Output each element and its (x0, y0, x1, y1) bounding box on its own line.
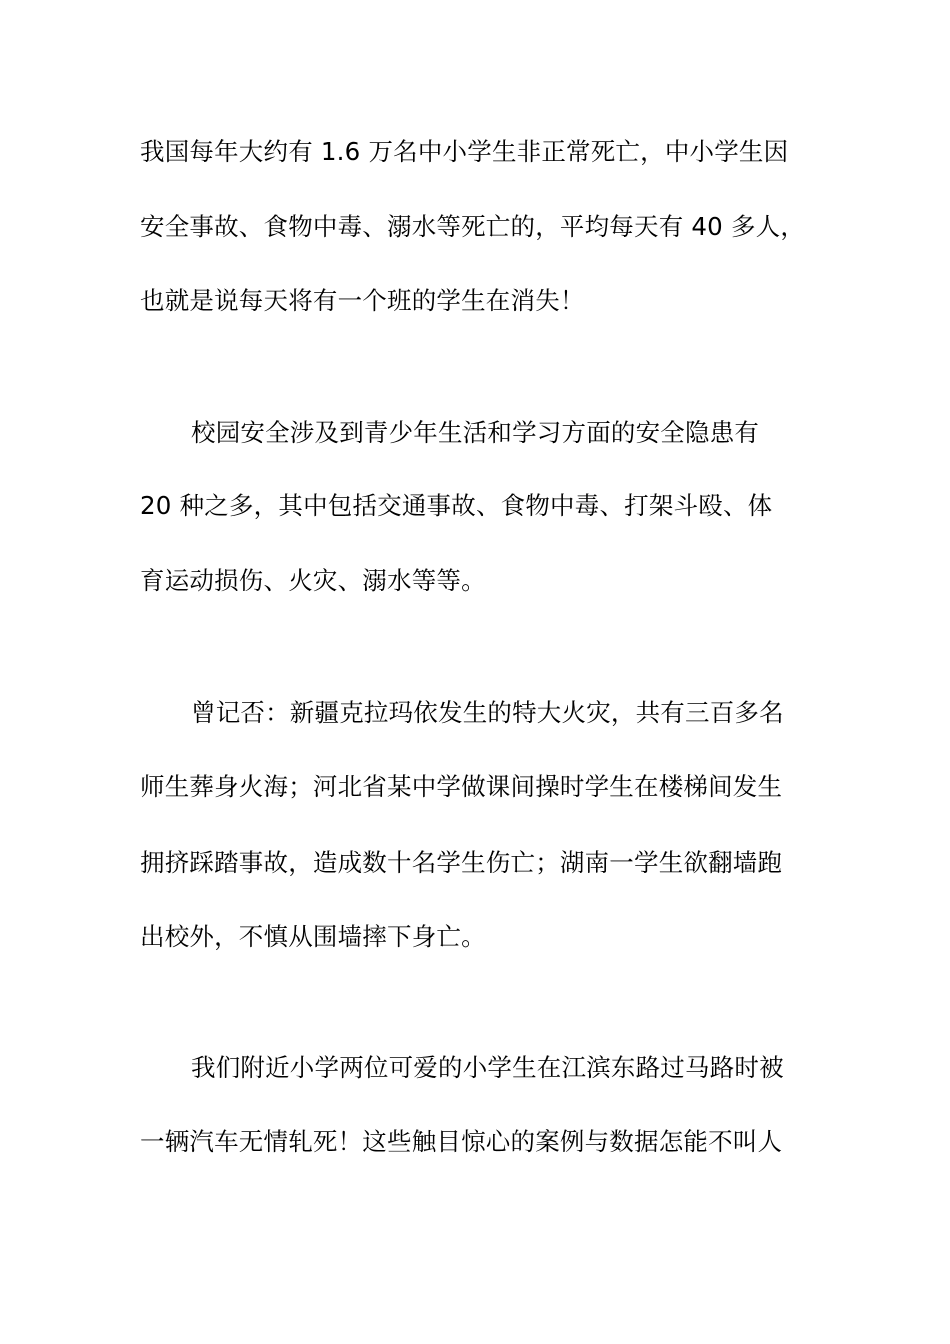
paragraph-2-line-1: 校园安全涉及到青少年生活和学习方面的安全隐患有 (191, 418, 760, 447)
paragraph-2-line-2: 20 种之多，其中包括交通事故、食物中毒、打架斗殴、体 (140, 491, 773, 520)
paragraph-3-line-3: 拥挤踩踏事故，造成数十名学生伤亡；湖南一学生欲翻墙跑 (140, 848, 783, 877)
paragraph-4-line-1: 我们附近小学两位可爱的小学生在江滨东路过马路时被 (191, 1053, 784, 1082)
paragraph-3-line-4: 出校外，不慎从围墙摔下身亡。 (140, 922, 486, 951)
paragraph-1-line-3: 也就是说每天将有一个班的学生在消失！ (140, 286, 585, 315)
paragraph-2-line-3: 育运动损伤、火灾、溺水等等。 (140, 566, 486, 595)
paragraph-1-line-2: 安全事故、食物中毒、溺水等死亡的，平均每天有 40 多人， (140, 212, 806, 241)
paragraph-1-line-1: 我国每年大约有 1.6 万名中小学生非正常死亡，中小学生因 (140, 137, 789, 166)
paragraph-3-line-2: 师生葬身火海；河北省某中学做课间操时学生在楼梯间发生 (140, 772, 783, 801)
paragraph-4-line-2: 一辆汽车无情轧死！这些触目惊心的案例与数据怎能不叫人 (140, 1127, 783, 1156)
paragraph-3-line-1: 曾记否：新疆克拉玛依发生的特大火灾，共有三百多名 (191, 698, 784, 727)
